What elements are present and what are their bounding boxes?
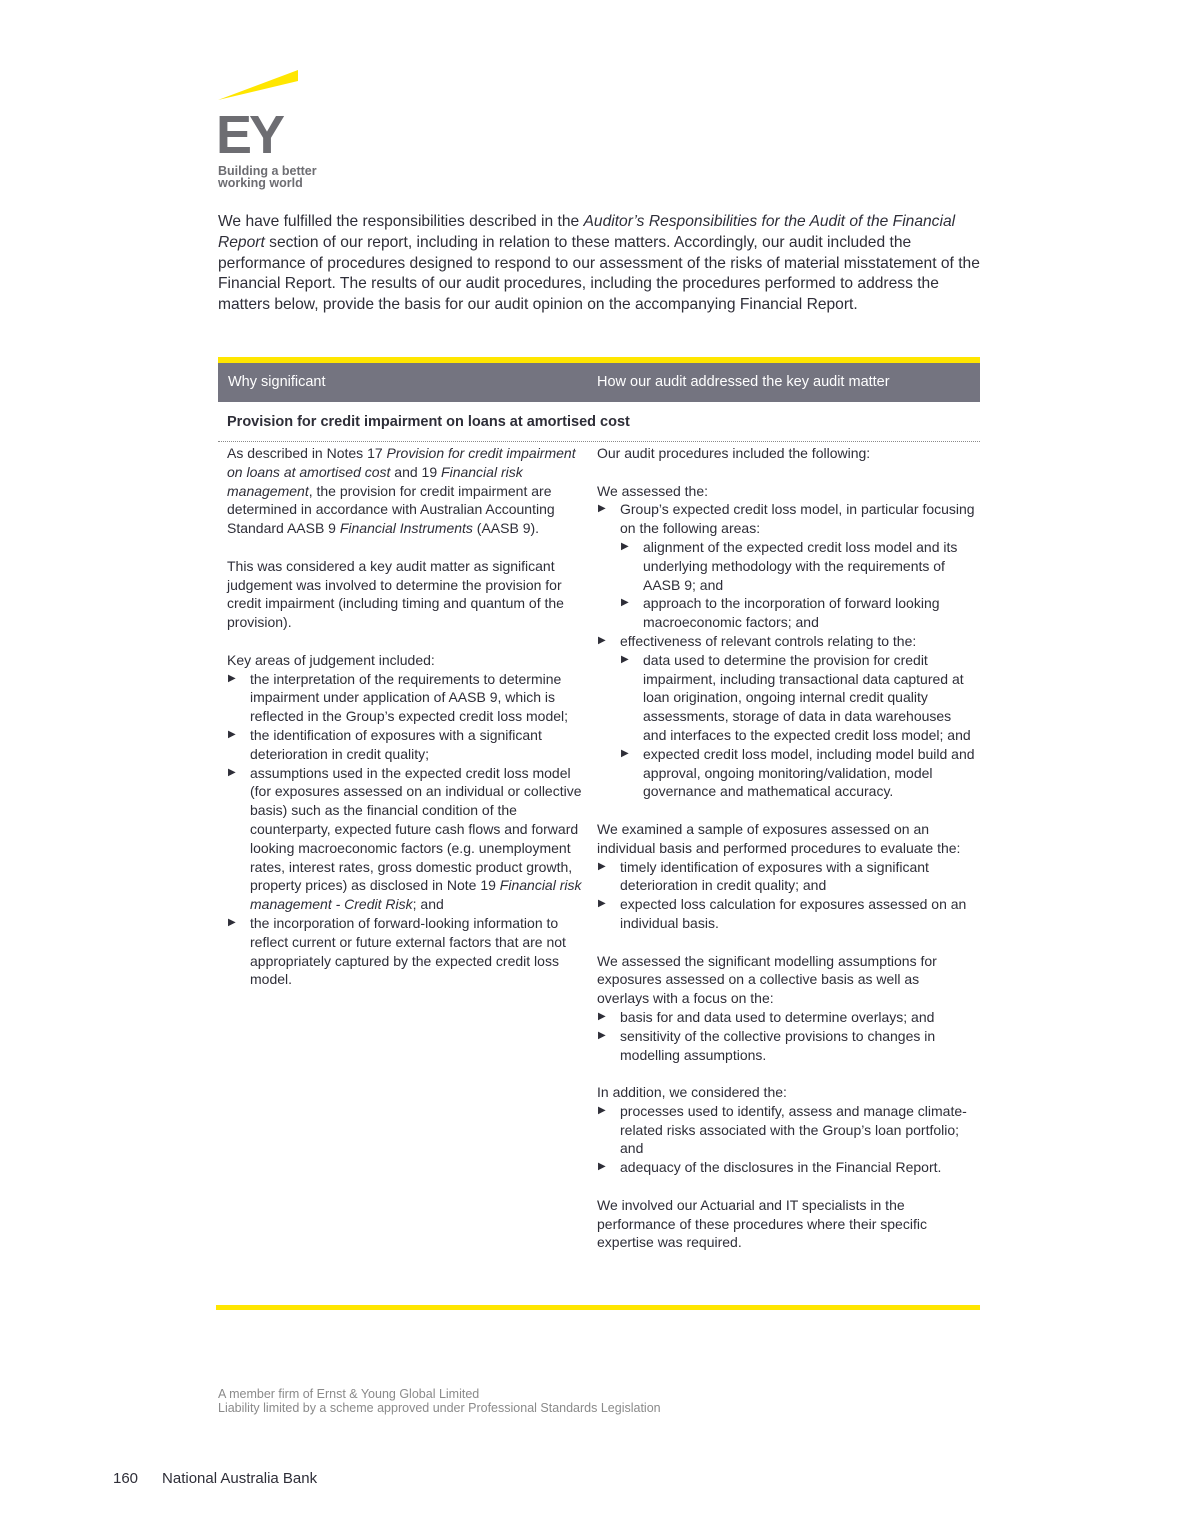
right-paragraph-3: We examined a sample of exposures assessed on an individual basis and performed procedures to evaluate the: [597,820,961,856]
right-paragraph-1: Our audit procedures included the following: [597,445,871,461]
dotted-divider [218,441,980,442]
list-item: ▶ processes used to identify, assess and manage climate-related risks associated with the Group’s loan portfolio; and [597,1102,975,1158]
header-why-significant: Why significant [228,374,326,390]
logo-tagline: Building a better working world [218,164,317,190]
list-item: ▶ the incorporation of forward-looking information to reflect current or future external factors that are not appropriately captured by the expected credit loss model. [227,914,583,989]
sub-list [620,538,975,632]
table-header [218,363,980,402]
list-item: ▶ timely identification of exposures with a significant deterioration in credit quality; and [597,858,975,896]
right-paragraph-4: We assessed the significant modelling assumptions for exposures assessed on a collective basis as well as overlays with a focus on the: [597,952,937,1007]
judgement-list [227,670,583,990]
section-title: Provision for credit impairment on loans at amortised cost [227,414,630,430]
assumptions-list [597,1008,975,1064]
list-item: ▶ basis for and data used to determine overlays; and [597,1008,975,1027]
left-paragraph-2: This was considered a key audit matter as significant judgement was involved to determine the provision for credit impairment (including timing and quantum of the provision). [227,557,564,631]
list-item: ▶ effectiveness of relevant controls relating to the: ▶ data used to determine the provision for credit impairment, including transactional data captured at loan origination, ongoing internal credit quality assessments, storage of data in data warehouses and interfaces to the expected credit loss model; and ▶ expected credit loss model, including model build and approval, ongoing monitoring/validation, model governance and mathematical accuracy. [597,632,975,801]
list-item: ▶ data used to determine the provision for credit impairment, including transactional data captured at loan origination, ongoing internal credit quality assessments, storage of data in data warehouses and interfaces to the expected credit loss model; and [620,651,975,745]
list-item: ▶ approach to the incorporation of forward looking macroeconomic factors; and [620,594,975,632]
list-item: ▶ alignment of the expected credit loss model and its underlying methodology with the requirements of AASB 9; and [620,538,975,594]
considered-list [597,1102,975,1177]
list-item: ▶ the identification of exposures with a significant deterioration in credit quality; [227,726,583,764]
right-paragraph-2: We assessed the: [597,482,709,499]
list-item: ▶ expected credit loss model, including model build and approval, ongoing monitoring/validation, model governance and mathematical accuracy. [620,745,975,801]
right-paragraph-6: We involved our Actuarial and IT specialists in the performance of these procedures where their specific expertise was required. [597,1196,927,1251]
list-item: ▶ adequacy of the disclosures in the Financial Report. [597,1158,975,1177]
list-item: ▶ the interpretation of the requirements to determine impairment under application of AASB 9, which is reflected in the Group’s expected credit loss model; [227,670,583,726]
table-bottom-rule [216,1305,980,1310]
sub-list [620,651,975,801]
right-paragraph-5: In addition, we considered the: [597,1084,787,1101]
list-item: ▶ Group’s expected credit loss model, in particular focusing on the following areas: ▶ alignment of the expected credit loss model and its underlying methodology with the requirements of AASB 9; and ▶ approach to the incorporation of forward looking macroeconomic factors; and [597,500,975,632]
intro-paragraph: We have fulfilled the responsibilities described in the Auditor’s Responsibilities for the Audit of the Financial Report section of our report, including in relation to these matters. Accordingly, our audit included the performance of procedures designed to respond to our assessment of the risks of material misstatement of the Financial Report. The results of our audit procedures, including the procedures performed to address the matters below, provide the basis for our audit opinion on the accompanying Financial Report. [218,213,980,314]
logo-beam-icon [216,66,306,106]
examined-list [597,858,975,933]
audit-response-column [597,444,975,1252]
left-paragraph-3: Key areas of judgement included: [227,651,435,668]
list-item: ▶ assumptions used in the expected credit loss model (for exposures assessed on an individual or collective basis) such as the financial condition of the counterparty, expected future cash flows and forward looking macroeconomic factors (e.g. unemployment rates, interest rates, gross domestic product growth, property prices) as disclosed in Note 19 Financial risk management - Credit Risk; and [227,764,583,914]
ey-logo [216,66,326,196]
why-significant-column [227,444,583,989]
list-item: ▶ expected loss calculation for exposures assessed on an individual basis. [597,895,975,933]
company-name: National Australia Bank [162,1470,318,1487]
logo-wordmark: EY [216,105,283,165]
page-number: 160 [113,1470,139,1487]
assessed-list [597,500,975,801]
left-paragraph-1: As described in Notes 17 Provision for credit impairment on loans at amortised cost and 19 Financial risk management, the provision for credit impairment are determined in accordance with Australian Accounting Standard AASB 9 Financial Instruments (AASB 9). [227,445,576,537]
list-item: ▶ sensitivity of the collective provisions to changes in modelling assumptions. [597,1027,975,1065]
header-how-addressed: How our audit addressed the key audit matter [597,374,890,390]
page-footer [113,1470,317,1487]
legal-footer: A member firm of Ernst & Young Global Limited Liability limited by a scheme approved under Professional Standards Legislation [218,1387,661,1415]
